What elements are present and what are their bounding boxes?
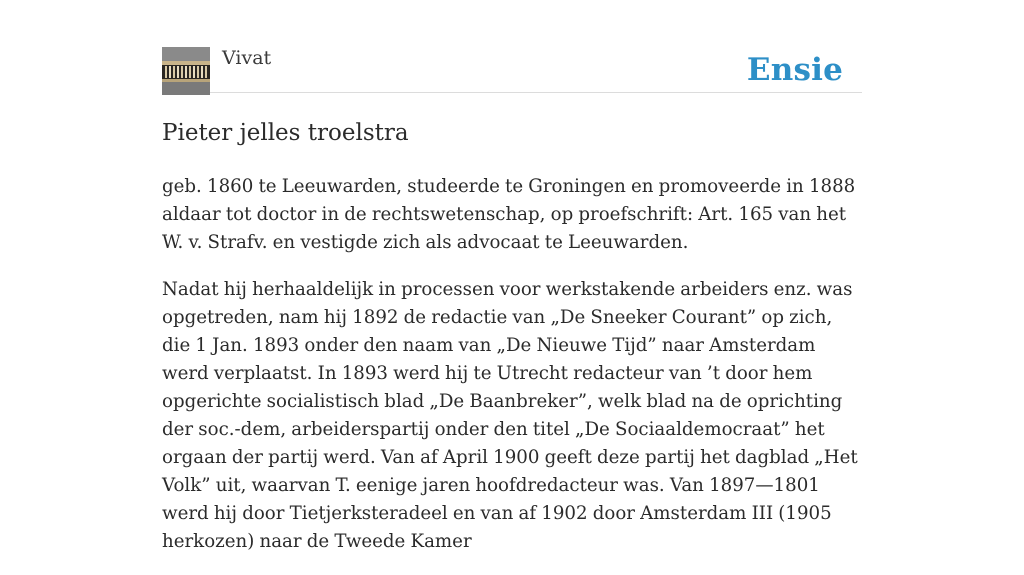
page-title: Pieter jelles troelstra (162, 120, 409, 146)
source-name[interactable]: Vivat (222, 47, 272, 69)
article-body (162, 173, 862, 556)
source-avatar[interactable] (162, 47, 210, 95)
paragraph: geb. 1860 te Leeuwarden, studeerde te Groningen en promoveerde in 1888 aldaar tot doctor in de rechtswetenschap, op proefschrift: Art. 165 van het W. v. Strafv. en vestigde zich als advocaat te Leeuwarden. (162, 176, 856, 253)
paragraph: Nadat hij herhaaldelijk in processen voor werkstakende arbeiders enz. was opgetreden, nam hij 1892 de redactie van „De Sneeker Courant” op zich, die 1 Jan. 1893 onder den naam van „De Nieuwe Tijd” naar Amsterdam werd verplaatst. In 1893 werd hij te Utrecht redacteur van ’t door hem opgerichte socialistisch blad „De Baanbreker”, welk blad na de oprichting der soc.-dem, arbeiderspartij onder den titel „De Sociaaldemocraat” het orgaan der partij werd. Van af April 1900 geeft deze partij het dagblad „Het Volk” uit, waarvan T. eenige jaren hoofdredacteur was. Van 1897—1801 werd hij door Tietjerksteradeel en van af 1902 door Amsterdam III (1905 herkozen) naar de Tweede Kamer (162, 279, 858, 552)
book-spines-icon (162, 47, 210, 95)
brand-logo[interactable]: Ensie (746, 52, 843, 88)
page-container (162, 0, 862, 575)
header (162, 0, 862, 93)
